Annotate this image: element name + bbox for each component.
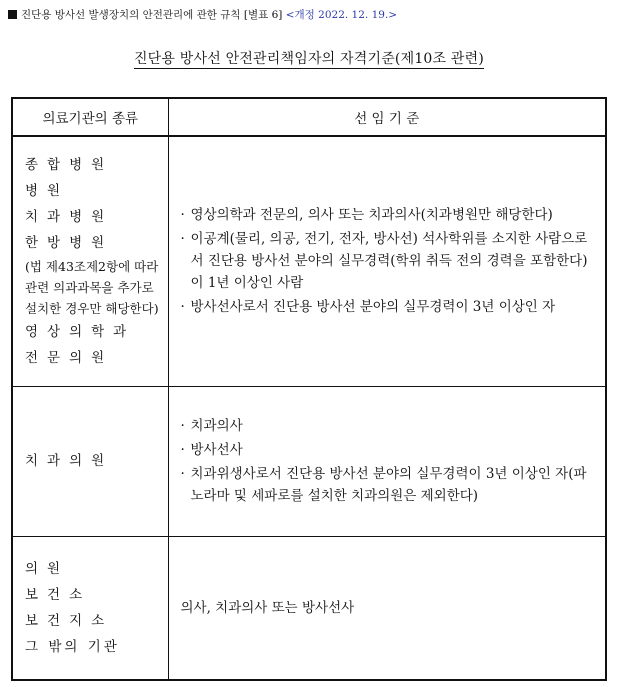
table-row	[12, 536, 606, 680]
criteria-text: 의사, 치과의사 또는 방사선사	[180, 599, 355, 616]
institution-name: 치과병원	[25, 208, 114, 225]
criteria-item: · 영상의학과 전문의, 의사 또는 치과의사(치과병원만 해당한다)	[181, 204, 596, 226]
document-header	[8, 7, 397, 22]
institution-name: 그 밖의 기관	[25, 638, 120, 655]
criteria-item: · 치과위생사로서 진단용 방사선 분야의 실무경력이 3년 이상인 자(파노라마 및 세파로를 설치한 치과의원은 제외한다)	[181, 463, 596, 507]
institution-name: 영상의학과	[25, 323, 136, 340]
table-row	[12, 386, 606, 536]
institution-name: 치과의원	[25, 453, 114, 469]
institution-name: 종합병원	[25, 156, 114, 173]
table-row	[12, 136, 606, 386]
institution-note: (법 제43조제2항에 따라 관련 의과과목을 추가로 설치한 경우만 해당한다)	[25, 258, 159, 316]
qualification-table	[11, 97, 607, 681]
criteria-item: · 방사선사	[181, 439, 596, 461]
column-header-criteria: 선 임 기 준	[168, 98, 606, 136]
criteria-item: · 이공계(물리, 의공, 전기, 전자, 방사선) 석사학위를 소지한 사람으로서 진단용 방사선 분야의 실무경력(학위 취득 전의 경력을 포함한다)이 1년 이상인 사람	[181, 228, 596, 294]
header-text: 진단용 방사선 발생장치의 안전관리에 관한 규칙 [별표 6]	[21, 9, 283, 21]
square-bullet-icon	[8, 10, 17, 19]
institution-cell	[12, 136, 168, 386]
column-header-institution: 의료기관의 종류	[12, 98, 168, 136]
criteria-cell	[168, 536, 606, 680]
institution-name: 보건지소	[25, 612, 114, 629]
table-header-row	[12, 98, 606, 136]
criteria-cell	[168, 386, 606, 536]
revision-date: <개정 2022. 12. 19.>	[285, 9, 398, 21]
institution-cell	[12, 386, 168, 536]
institution-cell	[12, 536, 168, 680]
criteria-cell	[168, 136, 606, 386]
institution-name: 병원	[25, 182, 70, 199]
institution-name: 보건소	[25, 586, 92, 603]
institution-name: 전문의원	[25, 349, 114, 366]
criteria-item: · 방사선사로서 진단용 방사선 분야의 실무경력이 3년 이상인 자	[181, 296, 596, 318]
document-title	[0, 48, 618, 68]
institution-name: 의원	[25, 560, 70, 577]
institution-name: 한방병원	[25, 234, 114, 251]
criteria-item: · 치과의사	[181, 415, 596, 437]
title-text: 진단용 방사선 안전관리책임자의 자격기준(제10조 관련)	[133, 51, 485, 67]
